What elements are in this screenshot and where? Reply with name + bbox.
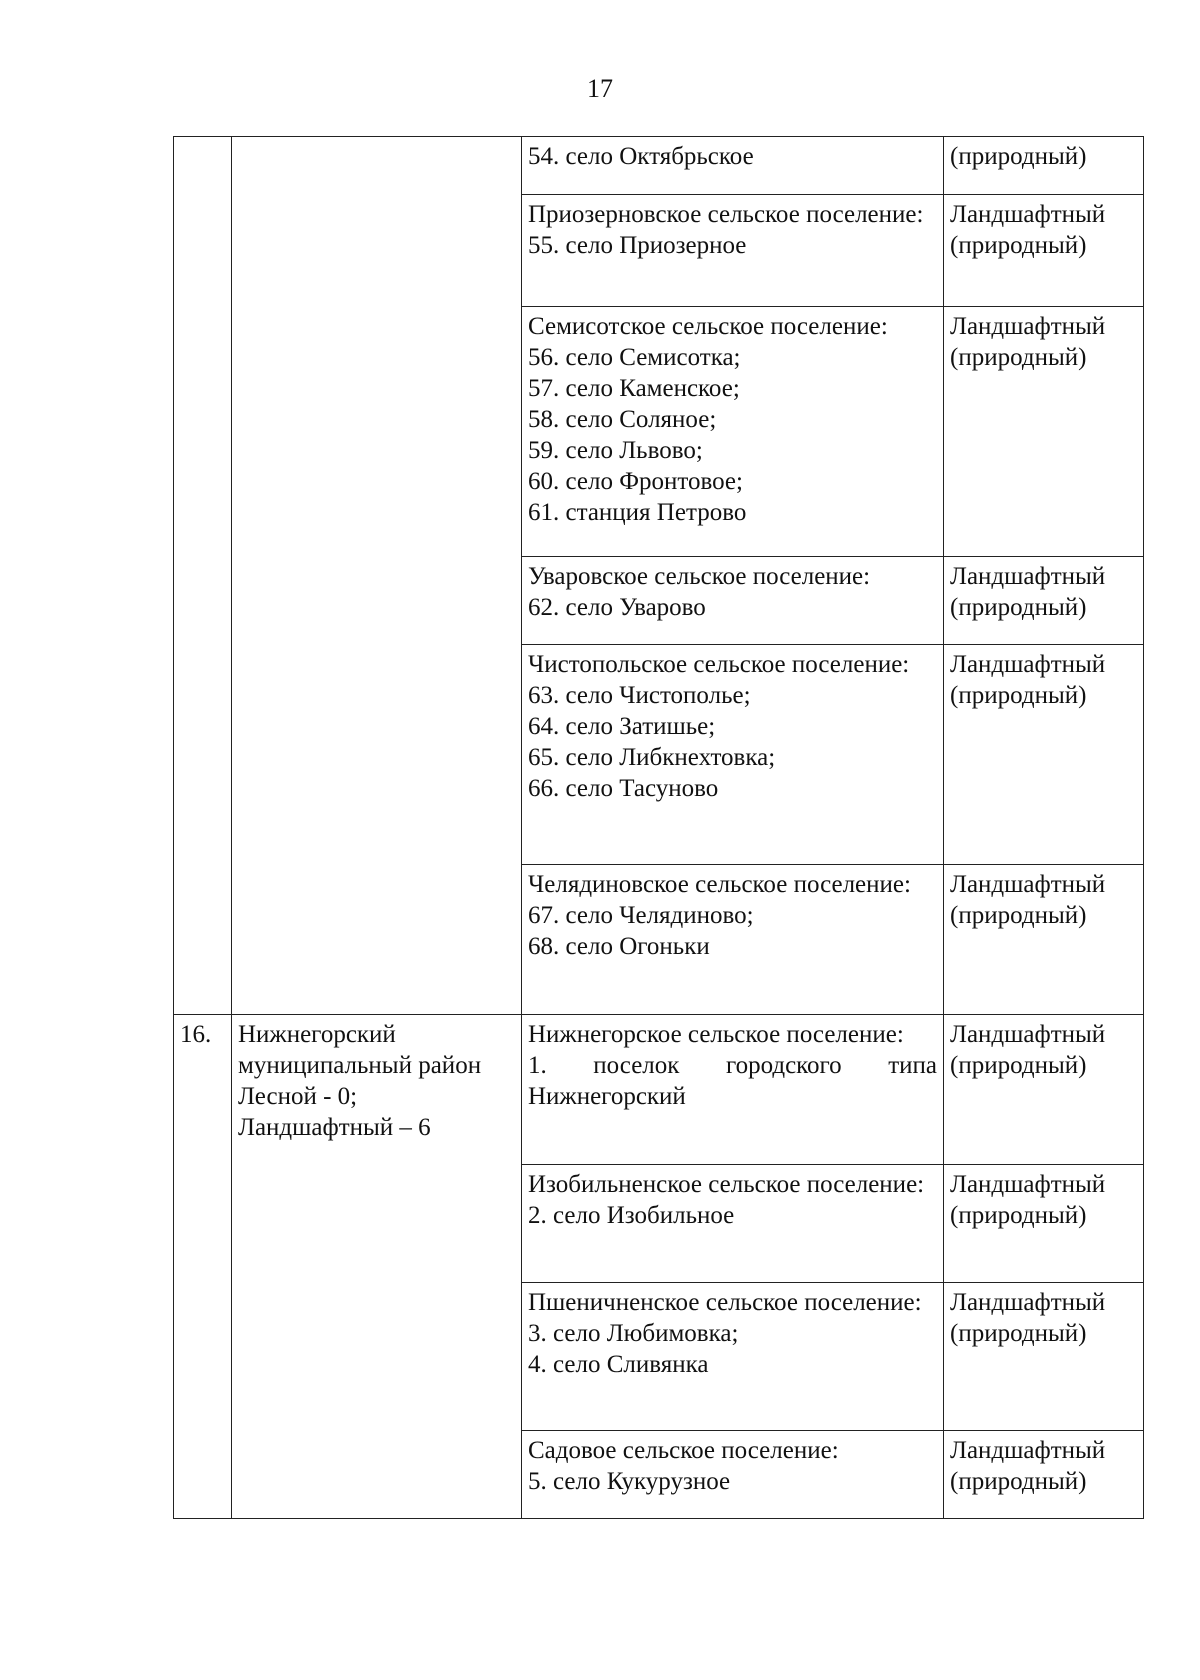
district-line: Нижнегорский (238, 1021, 396, 1048)
locality-item: 54. село Октябрьское (528, 143, 754, 170)
settlement-name: Нижнегорское сельское поселение: (528, 1021, 904, 1048)
type-cell (944, 1165, 1144, 1283)
locality-item: 2. село Изобильное (528, 1202, 735, 1229)
type-line: Ландшафтный (950, 651, 1106, 678)
locality-item: Нижнегорский (528, 1083, 686, 1110)
settlement-cell (522, 307, 944, 557)
district-cell (232, 137, 522, 1015)
locality-item: 56. село Семисотка; (528, 344, 741, 371)
settlement-cell (522, 1431, 944, 1519)
type-line: (природный) (950, 1202, 1087, 1229)
type-line: (природный) (950, 1468, 1087, 1495)
locality-item: 5. село Кукурузное (528, 1468, 731, 1495)
type-line: (природный) (950, 1052, 1087, 1079)
table-row (174, 137, 1144, 195)
type-line: (природный) (950, 344, 1087, 371)
settlement-cell (522, 137, 944, 195)
settlement-cell (522, 557, 944, 645)
type-line: Ландшафтный (950, 313, 1106, 340)
type-line: (природный) (950, 232, 1087, 259)
district-cell (232, 1015, 522, 1519)
row-number-cell: 16. (174, 1015, 232, 1519)
type-line: (природный) (950, 682, 1087, 709)
type-cell (944, 557, 1144, 645)
type-cell (944, 1015, 1144, 1165)
locality-item: 65. село Либкнехтовка; (528, 744, 776, 771)
locality-item: 64. село Затишье; (528, 713, 716, 740)
type-cell (944, 1431, 1144, 1519)
locality-item: 4. село Сливянка (528, 1351, 709, 1378)
locality-item: 61. станция Петрово (528, 499, 747, 526)
type-line: Ландшафтный (950, 1171, 1106, 1198)
row-number-cell (174, 137, 232, 1015)
table-row (174, 1015, 1144, 1165)
settlement-cell (522, 645, 944, 865)
type-line: Ландшафтный (950, 871, 1106, 898)
locality-item: 3. село Любимовка; (528, 1320, 739, 1347)
locality-item: 60. село Фронтовое; (528, 468, 743, 495)
settlement-name: Изобильненское сельское поселение: (528, 1171, 925, 1198)
locality-item: 1. поселок городского типа (528, 1052, 937, 1079)
settlement-cell (522, 1015, 944, 1165)
type-cell (944, 865, 1144, 1015)
district-line: Ландшафтный – 6 (238, 1114, 431, 1141)
locality-item: 55. село Приозерное (528, 232, 747, 259)
type-cell (944, 645, 1144, 865)
type-line: Ландшафтный (950, 201, 1106, 228)
settlement-name: Чистопольское сельское поселение: (528, 651, 910, 678)
type-line: (природный) (950, 902, 1087, 929)
type-line: Ландшафтный (950, 1289, 1106, 1316)
settlement-name: Пшеничненское сельское поселение: (528, 1289, 922, 1316)
type-cell (944, 137, 1144, 195)
locality-item: 68. село Огоньки (528, 933, 710, 960)
settlement-cell (522, 195, 944, 307)
page-number: 17 (587, 74, 613, 103)
type-cell (944, 195, 1144, 307)
type-cell (944, 307, 1144, 557)
type-line: (природный) (950, 594, 1087, 621)
locality-item: 58. село Соляное; (528, 406, 717, 433)
settlement-cell (522, 865, 944, 1015)
type-line: Ландшафтный (950, 563, 1106, 590)
settlement-cell (522, 1283, 944, 1431)
district-line: Лесной - 0; (238, 1083, 358, 1110)
type-line: Ландшафтный (950, 1437, 1106, 1464)
locality-item: 59. село Львово; (528, 437, 703, 464)
type-line: (природный) (950, 143, 1087, 170)
district-line: муниципальный район (238, 1052, 482, 1079)
locality-item: 63. село Чистополье; (528, 682, 751, 709)
locality-item: 62. село Уварово (528, 594, 706, 621)
settlement-name: Садовое сельское поселение: (528, 1437, 839, 1464)
table-body (174, 137, 1144, 1519)
settlement-name: Приозерновское сельское поселение: (528, 201, 924, 228)
type-line: Ландшафтный (950, 1021, 1106, 1048)
type-cell (944, 1283, 1144, 1431)
settlement-name: Уваровское сельское поселение: (528, 563, 871, 590)
settlement-cell (522, 1165, 944, 1283)
locality-item: 57. село Каменское; (528, 375, 740, 402)
settlements-table (173, 136, 1144, 1519)
locality-item: 66. село Тасуново (528, 775, 719, 802)
locality-item: 67. село Челядиново; (528, 902, 754, 929)
settlement-name: Челядиновское сельское поселение: (528, 871, 911, 898)
settlement-name: Семисотское сельское поселение: (528, 313, 888, 340)
type-line: (природный) (950, 1320, 1087, 1347)
